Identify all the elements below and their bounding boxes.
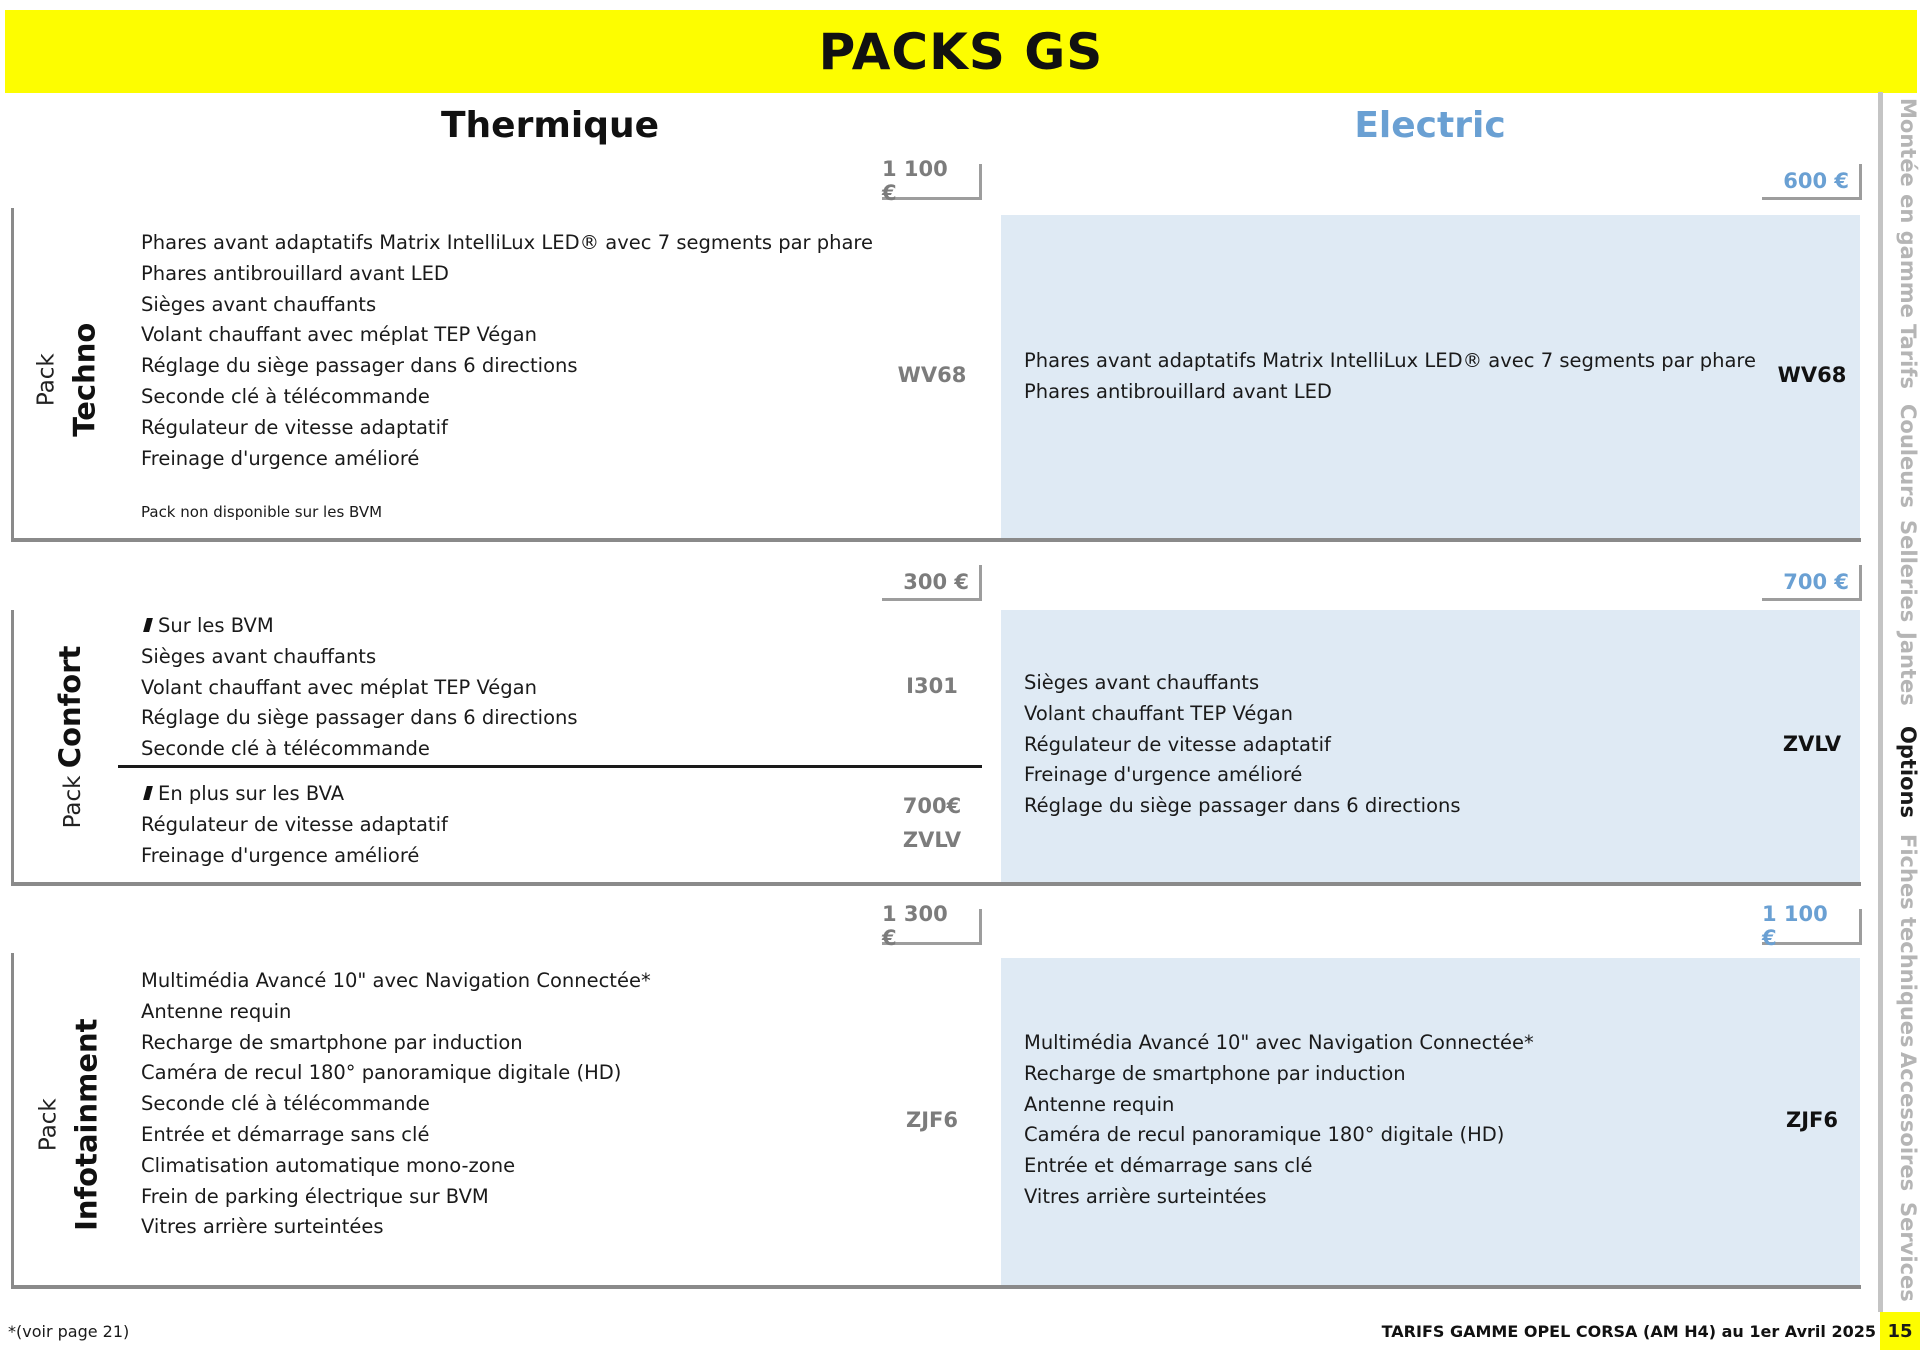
list-item: Multimédia Avancé 10" avec Navigation Connectée* [1024,1031,1534,1054]
page-number: 15 [1880,1312,1920,1350]
list-item: Freinage d'urgence amélioré [141,843,420,867]
list-item: Vitres arrière surteintées [141,1215,384,1239]
list-item: Régulateur de vitesse adaptatif [1024,732,1331,756]
pack-label-prefix: Pack [35,1098,62,1152]
footer-title: TARIFS GAMME OPEL CORSA (AM H4) au 1er Avril 2025 [1381,1322,1876,1341]
list-item: Régulateur de vitesse adaptatif [141,415,448,439]
list-item: Recharge de smartphone par induction [1024,1061,1406,1085]
price-techno-thermique: 1 100 € [882,164,982,200]
pack-label-name: Infotainment [69,1018,104,1231]
subhead-label: Sur les BVM [158,614,274,637]
side-navigation [1878,92,1920,1312]
list-confort-bva [141,779,448,871]
list-item: Caméra de recul 180° panoramique digitale (HD) [141,1061,622,1085]
list-item: Phares avant adaptatifs Matrix IntelliLux LED® avec 7 segments par phare [141,231,874,254]
price-confort-bva: 700€ [902,794,962,818]
nav-item-services[interactable]: Services [1896,1202,1920,1302]
nav-item-fiches-techniques[interactable]: Fiches techniques [1896,834,1920,1048]
footnote: *(voir page 21) [8,1322,130,1341]
list-item: Antenne requin [1024,1092,1175,1116]
code-infotainment-thermique: ZJF6 [906,1108,958,1132]
list-confort-bvm [141,611,578,765]
price-confort-thermique: 300 € [882,565,982,601]
list-item: Antenne requin [141,999,292,1023]
title-banner [5,10,1917,93]
list-item: Freinage d'urgence amélioré [1024,763,1303,787]
list-item: Phares antibrouillard avant LED [1024,379,1332,403]
list-item: Frein de parking électrique sur BVM [141,1184,489,1208]
nav-item-tarifs[interactable]: Tarifs [1896,324,1920,389]
list-item: Climatisation automatique mono-zone [141,1153,516,1177]
list-item: Freinage d'urgence amélioré [141,446,420,470]
nav-item-accessoires[interactable]: Accessoires [1896,1052,1920,1192]
nav-item-options[interactable]: Options [1896,726,1920,818]
pack-label-techno [30,270,105,490]
price-infotainment-electric: 1 100 € [1762,909,1862,945]
note-techno: Pack non disponible sur les BVM [141,503,383,521]
code-confort-bva: ZVLV [902,828,962,852]
slash-icon [143,618,153,632]
column-title-electric: Electric [1354,105,1506,146]
price-confort-electric: 700 € [1762,565,1862,601]
price-infotainment-thermique: 1 300 € [882,909,982,945]
list-item: Seconde clé à télécommande [141,384,430,408]
code-confort-electric: ZVLV [1782,732,1842,756]
list-item: Multimédia Avancé 10" avec Navigation Connectée* [141,969,651,992]
list-item: Seconde clé à télécommande [141,1092,430,1116]
list-item: Sièges avant chauffants [141,644,377,668]
subhead-bva [141,779,448,810]
pack-label-name: Confort [52,645,87,769]
pack-label-infotainment [32,975,107,1275]
pack-label-name: Techno [67,322,102,437]
code-infotainment-electric: ZJF6 [1786,1108,1838,1132]
list-item: Entrée et démarrage sans clé [141,1122,430,1146]
nav-item-jantes[interactable]: Jantes [1896,632,1920,706]
pack-label-prefix: Pack [59,775,86,829]
list-item: Phares avant adaptatifs Matrix IntelliLux LED® avec 7 segments par phare [1024,349,1757,372]
code-techno-thermique: WV68 [897,363,967,387]
list-infotainment-electric [1024,1028,1534,1213]
subhead-label: En plus sur les BVA [158,782,345,805]
list-item: Vitres arrière surteintées [1024,1184,1267,1208]
list-item: Volant chauffant avec méplat TEP Végan [141,675,537,699]
list-item: Recharge de smartphone par induction [141,1030,523,1054]
list-item: Sièges avant chauffants [1024,671,1260,694]
nav-item-selleries[interactable]: Selleries [1896,520,1920,623]
code-techno-electric: WV68 [1777,363,1847,387]
list-item: Réglage du siège passager dans 6 directions [1024,794,1461,818]
nav-item-montee-en-gamme[interactable]: Montée en gamme [1896,98,1920,318]
list-item: Phares antibrouillard avant LED [141,261,449,285]
list-item: Volant chauffant avec méplat TEP Végan [141,323,537,347]
list-item: Régulateur de vitesse adaptatif [141,812,448,836]
price-techno-electric: 600 € [1762,164,1862,200]
list-confort-electric [1024,668,1461,822]
divider-bvm-bva [118,765,982,768]
list-item: Entrée et démarrage sans clé [1024,1154,1313,1178]
list-item: Caméra de recul panoramique 180° digitale (HD) [1024,1123,1505,1147]
pack-label-confort [49,617,91,857]
code-confort-bvm: I301 [906,674,958,698]
list-techno-thermique [141,228,873,474]
list-item: Volant chauffant TEP Végan [1024,701,1294,725]
list-item: Sièges avant chauffants [141,292,377,316]
list-item: Seconde clé à télécommande [141,737,430,761]
list-item: Réglage du siège passager dans 6 directions [141,706,578,730]
subhead-bvm [141,611,578,642]
page-title: PACKS GS [818,22,1104,81]
column-title-thermique: Thermique [440,105,660,146]
list-infotainment-thermique [141,966,651,1243]
list-techno-electric [1024,346,1756,408]
list-item: Réglage du siège passager dans 6 directions [141,354,578,378]
pack-label-prefix: Pack [33,353,60,407]
slash-icon [143,786,153,800]
nav-item-couleurs[interactable]: Couleurs [1896,404,1920,509]
